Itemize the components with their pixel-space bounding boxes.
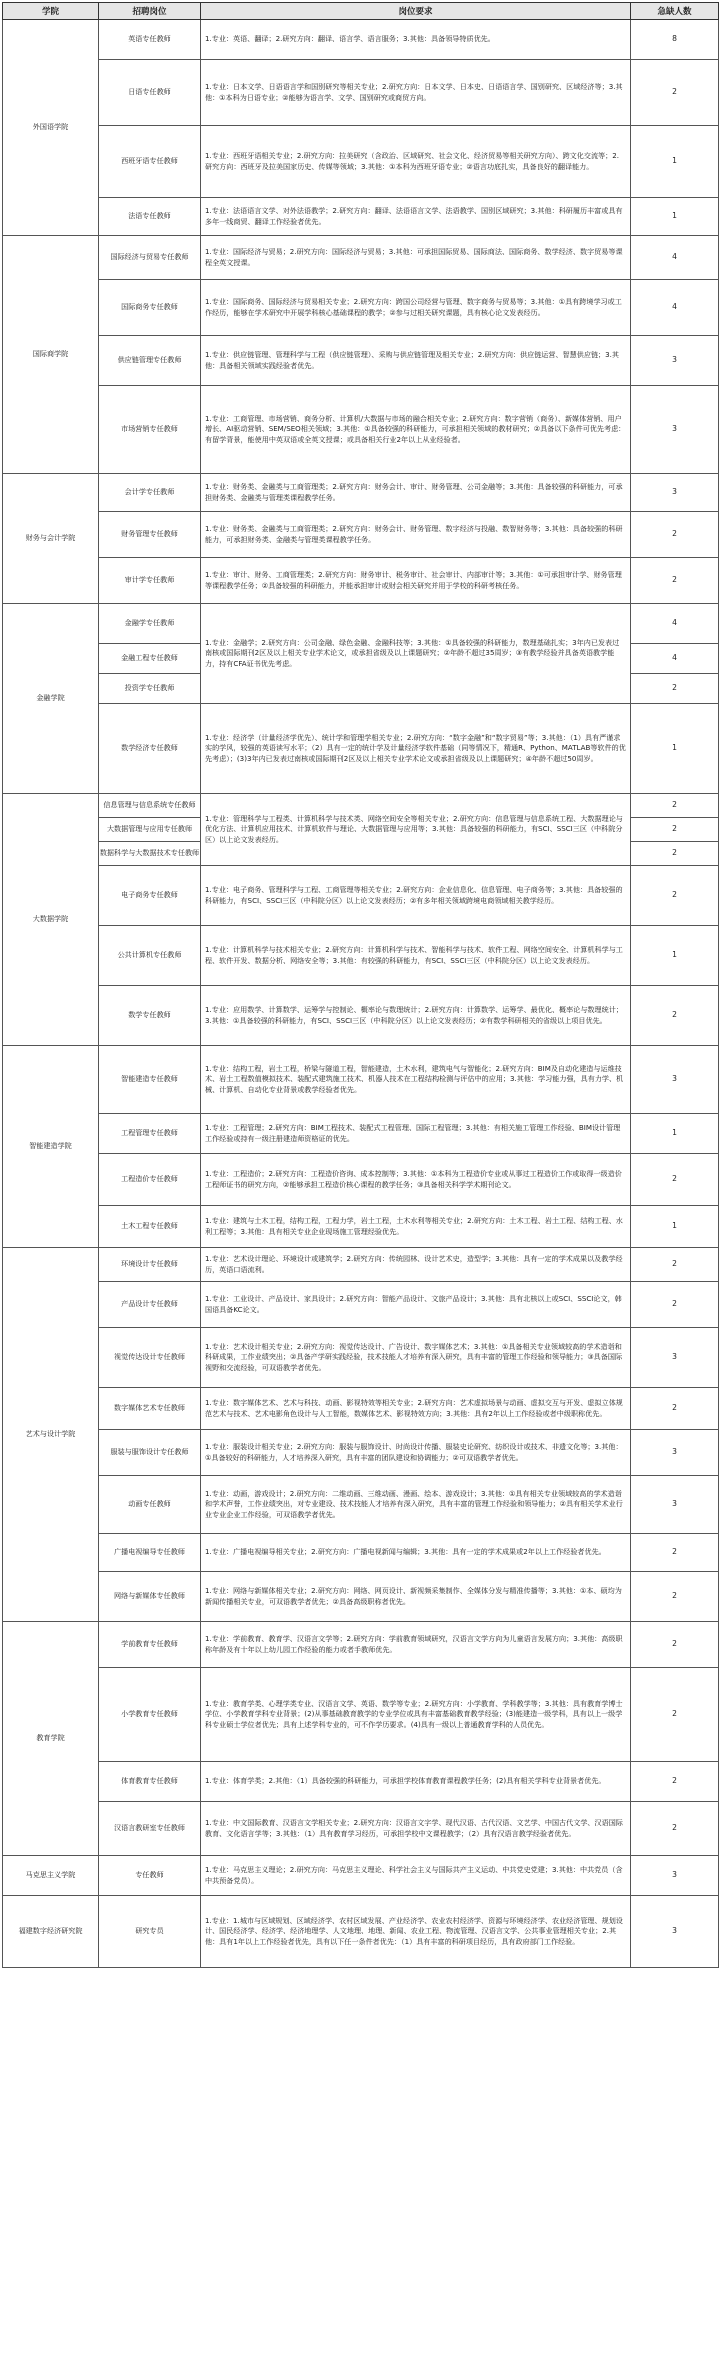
count-cell: 1 [631,198,719,236]
table-row [3,236,719,280]
count-cell: 3 [631,386,719,474]
recruitment-table-wrapper [2,2,718,1968]
count-cell: 1 [631,1206,719,1248]
table-row [3,1856,719,1896]
position-cell: 广播电视编导专任教师 [99,1534,201,1572]
table-row [3,60,719,126]
count-cell: 4 [631,604,719,644]
requirements-cell [201,1476,631,1534]
position-cell: 产品设计专任教师 [99,1282,201,1328]
table-row [3,1476,719,1534]
requirements-text: 1.专业：财务类、金融类与工商管理类；2.研究方向：财务会计、财务管理、数字经济与投融、数智财务等；3.其他：具备较强的科研能力，可承担财务类、金融类与管理类课程教学任务。 [205,524,623,544]
requirements-cell [201,1248,631,1282]
count-cell: 1 [631,704,719,794]
requirements-cell [201,1802,631,1856]
requirements-cell [201,926,631,986]
table-row [3,1388,719,1430]
position-cell: 国际经济与贸易专任教师 [99,236,201,280]
count-cell: 4 [631,280,719,336]
table-row [3,986,719,1046]
requirements-text: 1.专业：应用数学、计算数学、运筹学与控制论、概率论与数理统计；2.研究方向：计算数学、运筹学、最优化、概率论与数理统计；3.其他：①具备较强的科研能力，有SCI、SSCI三区（中科院分区）以上论文发表经历；②有数学科研相关的省级以上项目优先。 [205,1005,623,1025]
college-cell: 福建数字经济研究院 [3,1896,99,1968]
count-cell: 2 [631,1282,719,1328]
requirements-text: 1.专业：计算机科学与技术相关专业；2.研究方向：计算机科学与技术、智能科学与技术、软件工程、网络空间安全、计算机科学与工程、软件开发、数据分析、网络安全等；3.其他：有较强的科研能力，有SCI、SSCI三区（中科院分区）以上论文发表经历。 [205,945,623,965]
requirements-cell [201,1282,631,1328]
requirements-cell [201,236,631,280]
requirements-cell [201,1046,631,1114]
requirements-text: 1.专业：动画，游戏设计；2.研究方向：二维动画、三维动画、漫画、绘本、游戏设计；3.其他：①具有相关专业领域较高的学术造诣和学术声誉，工作业绩突出，对专业建设、技术技能人才培养有深入研究，具有丰富的管理工作经验和领导能力；②具有相关学术业行业专业企业工作经验，可双语教学者优先。 [205,1488,623,1519]
requirements-text: 1.专业：1.城市与区域规划、区域经济学、农村区域发展、产业经济学、农业农村经济学、资源与环境经济学、农业经济管理、规划设计、国民经济学、经济学、经济地理学、人文地理、地理、新闻、农业工程、物流管理、汉语言文学、公共事业管理相关专业；2.其他：具有1年以上工作经验者优先，具有以下任一条件者优先：（1）具有丰富的科研项目经历，具有政府部门工作经验。 [205,1915,623,1946]
requirements-cell [201,512,631,558]
college-cell: 智能建造学院 [3,1046,99,1248]
position-cell: 市场营销专任教师 [99,386,201,474]
count-cell: 3 [631,336,719,386]
table-row [3,1802,719,1856]
requirements-text: 1.专业：工程造价；2.研究方向：工程造价咨询、成本控制等；3.其他：①本科为工程造价专业或从事过工程造价工作或取得一级造价工程师证书的研究方向，②能够承担工程造价核心课程的教学任务；③具备相关科学学术期刊论文。 [205,1169,622,1189]
position-cell: 会计学专任教师 [99,474,201,512]
college-cell: 马克思主义学院 [3,1856,99,1896]
count-cell: 2 [631,986,719,1046]
position-cell: 金融学专任教师 [99,604,201,644]
requirements-text: 1.专业：广播电视编导相关专业；2.研究方向：广播电视新闻与编辑；3.其他：具有一定的学术成果或2年以上工作经验者优先。 [205,1547,606,1557]
table-row [3,1572,719,1622]
table-row [3,1046,719,1114]
position-cell: 数学经济专任教师 [99,704,201,794]
count-cell: 2 [631,818,719,842]
count-cell: 3 [631,1328,719,1388]
position-cell: 金融工程专任教师 [99,644,201,674]
count-cell: 2 [631,1248,719,1282]
college-cell: 外国语学院 [3,20,99,236]
position-cell: 英语专任教师 [99,20,201,60]
table-body [3,20,719,1968]
count-cell: 1 [631,1114,719,1154]
requirements-text: 1.专业：学前教育、教育学、汉语言文学等；2.研究方向：学前教育领域研究，汉语言文学方向为儿童语言发展方向；3.其他：高级职称年龄及有十年以上幼儿园工作经验的能力或者手教师优先。 [205,1634,623,1654]
count-cell: 3 [631,1430,719,1476]
requirements-cell [201,1572,631,1622]
table-row [3,1328,719,1388]
table-row [3,1248,719,1282]
requirements-text: 1.专业：西班牙语相关专业；2.研究方向：拉美研究（含政治、区域研究、社会文化、经济贸易等相关研究方向）、跨文化交流等；2.研究方向：西班牙及拉美国家历史、传媒等领域；3.其他：①本科为西班牙语专业；②语言功底扎实，具备良好的翻译能力。 [205,151,620,171]
position-cell: 视觉传达设计专任教师 [99,1328,201,1388]
table-header-row [3,3,719,20]
table-row [3,704,719,794]
position-cell: 电子商务专任教师 [99,866,201,926]
requirements-text: 1.专业：法语语言文学、对外法语教学；2.研究方向：翻译、法语语言文学、法语教学、国别区域研究；3.其他：科研履历丰富或具有多年一线商贸、翻译工作经验者优先。 [205,206,623,226]
position-cell: 小学教育专任教师 [99,1668,201,1762]
count-cell: 2 [631,1622,719,1668]
table-row [3,20,719,60]
count-cell: 4 [631,236,719,280]
count-cell: 2 [631,1572,719,1622]
header-college: 学院 [3,3,99,20]
table-row [3,1622,719,1668]
table-row [3,512,719,558]
requirements-cell [201,198,631,236]
count-cell: 2 [631,60,719,126]
requirements-cell [201,986,631,1046]
recruitment-table [2,2,719,1968]
count-cell: 8 [631,20,719,60]
position-cell: 公共计算机专任教师 [99,926,201,986]
requirements-cell [201,1856,631,1896]
position-cell: 体育教育专任教师 [99,1762,201,1802]
requirements-text: 1.专业：财务类、金融类与工商管理类；2.研究方向：财务会计、审计、财务管理、公司金融等；3.其他：具备较强的科研能力，可承担财务类、金融类与管理类课程教学任务。 [205,482,623,502]
table-row [3,1668,719,1762]
position-cell: 大数据管理与应用专任教师 [99,818,201,842]
requirements-text: 1.专业：网络与新媒体相关专业；2.研究方向：网络、网页设计、新视频采集制作、全媒体分发与精准传播等；3.其他：①本、硕均为新闻传播相关专业，可双语教学者优先；②具备高级职称者优先。 [205,1586,622,1606]
requirements-text: 1.专业：服装设计相关专业；2.研究方向：服装与服饰设计、时尚设计传播、服装史论研究、纺织设计或技术、非遗文化等；3.其他：①具备较好的科研能力，人才培养深入研究，具有丰富的团队建设和协调能力；②可双语教学者优先。 [205,1442,623,1462]
count-cell: 4 [631,644,719,674]
requirements-text: 1.专业：电子商务、管理科学与工程、工商管理等相关专业；2.研究方向：企业信息化、信息管理、电子商务等；3.其他：具备较强的科研能力，有SCI、SSCI三区（中科院分区）以上论文发表经历；②有多年相关领域跨境电商领域相关教学经历。 [205,885,623,905]
count-cell: 2 [631,1154,719,1206]
count-cell: 3 [631,1476,719,1534]
requirements-cell [201,126,631,198]
requirements-cell [201,336,631,386]
requirements-cell [201,1206,631,1248]
count-cell: 3 [631,1856,719,1896]
college-cell: 大数据学院 [3,794,99,1046]
position-cell: 汉语言教研室专任教师 [99,1802,201,1856]
position-cell: 信息管理与信息系统专任教师 [99,794,201,818]
table-row [3,474,719,512]
table-row [3,926,719,986]
position-cell: 土木工程专任教师 [99,1206,201,1248]
count-cell: 3 [631,474,719,512]
requirements-cell [201,1154,631,1206]
table-row [3,866,719,926]
requirements-cell [201,1388,631,1430]
position-cell: 网络与新媒体专任教师 [99,1572,201,1622]
header-requirements: 岗位要求 [201,3,631,20]
position-cell: 服装与服饰设计专任教师 [99,1430,201,1476]
position-cell: 国际商务专任教师 [99,280,201,336]
position-cell: 动画专任教师 [99,1476,201,1534]
requirements-cell [201,1622,631,1668]
position-cell: 环境设计专任教师 [99,1248,201,1282]
requirements-text: 1.专业：体育学类；2.其他：（1）具备较强的科研能力，可承担学校体育教育课程教学任务；(2)具有相关学科专业背景者优先。 [205,1776,606,1786]
table-row [3,1762,719,1802]
count-cell: 2 [631,1762,719,1802]
table-row [3,1282,719,1328]
table-row [3,198,719,236]
requirements-cell [201,60,631,126]
count-cell: 1 [631,926,719,986]
requirements-text: 1.专业：英语、翻译；2.研究方向：翻译、语言学、语言服务；3.其他：具备领导特质优先。 [205,34,495,44]
requirements-text: 1.专业：审计、财务、工商管理类；2.研究方向：财务审计、税务审计、社会审计、内部审计等；3.其他：①可承担审计学、财务管理等课程教学任务；②具备较强的科研能力，并能承担审计或财会相关研究并用于学校的科研考核任务。 [205,570,622,590]
table-row [3,280,719,336]
requirements-cell [201,474,631,512]
count-cell: 2 [631,512,719,558]
position-cell: 学前教育专任教师 [99,1622,201,1668]
position-cell: 专任教师 [99,1856,201,1896]
count-cell: 2 [631,1668,719,1762]
requirements-text: 1.专业：结构工程，岩土工程，桥梁与隧道工程，智能建造，土木水利，建筑电气与智能化；2.研究方向：BIM及自动化建造与运维技术、岩土工程数值模拟技术、装配式建筑施工技术、机器人技术在工程结构检测与评估中的应用；3.其他：学习能力强，具有力学、机械、计算机、自动化专业背景或教学经验者优先。 [205,1063,624,1094]
count-cell: 2 [631,842,719,866]
requirements-cell [201,20,631,60]
college-cell: 金融学院 [3,604,99,794]
position-cell: 数学专任教师 [99,986,201,1046]
requirements-text: 1.专业：工程管理；2.研究方向：BIM工程技术、装配式工程管理、国际工程管理；3.其他：有相关施工管理工作经验、BIM设计管理工作经验或持有一级注册建造师资格证的优先。 [205,1123,621,1143]
header-count: 急缺人数 [631,3,719,20]
position-cell: 工程管理专任教师 [99,1114,201,1154]
position-cell: 西班牙语专任教师 [99,126,201,198]
college-cell: 教育学院 [3,1622,99,1856]
requirements-cell [201,1762,631,1802]
count-cell: 2 [631,866,719,926]
count-cell: 3 [631,1896,719,1968]
position-cell: 工程造价专任教师 [99,1154,201,1206]
position-cell: 审计学专任教师 [99,558,201,604]
count-cell: 2 [631,1388,719,1430]
requirements-text: 1.专业：马克思主义理论；2.研究方向：马克思主义理论、科学社会主义与国际共产主义运动、中共党史党建；3.其他：中共党员（含中共预备党员）。 [205,1865,623,1885]
position-cell: 供应链管理专任教师 [99,336,201,386]
table-row [3,126,719,198]
requirements-cell [201,1430,631,1476]
requirements-cell [201,794,631,866]
requirements-text: 1.专业：供应链管理、管理科学与工程（供应链管理）、采购与供应链管理及相关专业；2.研究方向：供应链运营、智慧供应链；3.其他：具备相关领域实践经验者优先。 [205,350,620,370]
requirements-cell [201,1114,631,1154]
position-cell: 智能建造专任教师 [99,1046,201,1114]
requirements-cell [201,1534,631,1572]
requirements-text: 1.专业：国际经济与贸易；2.研究方向：国际经济与贸易；3.其他：可承担国际贸易、国际商法、国际商务、数学经济、数字贸易等课程全英文授课。 [205,247,623,267]
requirements-text: 1.专业：艺术设计理论、环境设计或建筑学；2.研究方向：传统园林、设计艺术史，造型学；3.其他：具有一定的学术成果以及教学经历，英语口语流利。 [205,1254,623,1274]
requirements-cell [201,604,631,704]
college-cell: 国际商学院 [3,236,99,474]
requirements-text: 1.专业：工业设计、产品设计、家具设计；2.研究方向：智能产品设计、文旅产品设计；3.其他：具有北核以上或SCI、SSCI论文，韩国语具备KC论文。 [205,1294,622,1314]
count-cell: 1 [631,126,719,198]
requirements-text: 1.专业：国际商务、国际经济与贸易相关专业；2.研究方向：跨国公司经营与管理、数字商务与贸易等；3.其他：①具有跨境学习或工作经历，能够在学术研究中开展学科核心基础课程的教学；②参与过相关研究课题，具有核心论文发表经历。 [205,297,622,317]
position-cell: 法语专任教师 [99,198,201,236]
requirements-text: 1.专业：日本文学、日语语言学和国别研究等相关专业；2.研究方向：日本文学、日本史、日语语言学、国别研究、区域经济等；3.其他：①本科为日语专业；②能够为语言学、文学、国别研究或商贸方向。 [205,82,623,102]
requirements-cell [201,704,631,794]
count-cell: 2 [631,794,719,818]
requirements-text: 1.专业：金融学；2.研究方向：公司金融、绿色金融、金融科技等；3.其他：①具备较强的科研能力，数理基础扎实；3年内已发表过南核或国际期刊2区及以上相关专业学术论文，或承担省级及以上课题研究；②年龄不超过35周岁；③有教学经验并具备英语教学能力，持有CFA证书优先考虑。 [205,637,620,668]
table-row [3,386,719,474]
count-cell: 2 [631,674,719,704]
requirements-text: 1.专业：中文国际教育、汉语言文学相关专业；2.研究方向：汉语言文字学、现代汉语、古代汉语、文艺学、中国古代文学、汉语国际教育、文化语言学等；3.其他：（1）具有教育学习经历，可承担学校中文课程教学；（2）具有汉语言教学经验者优先。 [205,1818,623,1838]
table-row [3,604,719,644]
table-row [3,1896,719,1968]
table-row [3,1206,719,1248]
requirements-text: 1.专业：数字媒体艺术、艺术与科技、动画、影视特效等相关专业；2.研究方向：艺术虚拟场景与动画、虚拟交互与开发、虚拟立体规范艺术与技术、艺术电影角色设计与人工智能，数媒体艺术、影视特效方向；3.其他：具有2年以上工作经验或者中级职称优先。 [205,1398,623,1418]
requirements-text: 1.专业：教育学类、心理学类专业、汉语言文学、英语、数学等专业；2.研究方向：小学教育、学科教学等；3.其他：具有教育学博士学位、小学教育学科专业背景；(2)从事基础教育教学的专业学位或具有丰富基础教育教学经验；(3)能建造一级学科，具有以上一级学科专业硕士学位者优先；具有上述学科专业的，可不作学历要求。(4)具有一级以上普通教育学科的人员优先。 [205,1698,623,1729]
requirements-text: 1.专业：经济学（计量经济学优先）、统计学和管理学相关专业；2.研究方向：“数字金融”和“数字贸易”等；3.其他：（1）具有严谨求实的学风，较强的英语读写水平；（2）具有一定的统计学及计量经济学软件基础（同等情况下，精通R、Python、MATLAB等软件的优先考虑）；(3)3年内已发表过南核或国际期刊2区及以上相关专业学术论文或承担省级及以上课题研究；④年龄不超过50周岁。 [205,732,626,763]
requirements-cell [201,1896,631,1968]
position-cell: 日语专任教师 [99,60,201,126]
college-cell: 艺术与设计学院 [3,1248,99,1622]
table-row [3,1114,719,1154]
requirements-text: 1.专业：建筑与土木工程，结构工程，工程力学，岩土工程，土木水利等相关专业；2.研究方向：土木工程、岩土工程、结构工程、水利工程等；3.其他：具有相关专业企业现场施工管理经验优先。 [205,1216,623,1236]
requirements-cell [201,866,631,926]
requirements-cell [201,1668,631,1762]
college-cell: 财务与会计学院 [3,474,99,604]
position-cell: 研究专员 [99,1896,201,1968]
table-row [3,1534,719,1572]
table-row [3,1154,719,1206]
requirements-text: 1.专业：管理科学与工程类、计算机科学与技术类、网络空间安全等相关专业；2.研究方向：信息管理与信息系统工程、大数据理论与优化方法、计算机应用技术、计算机软件与理论、大数据管理与应用等；3.其他：具备较强的科研能力，有SCI、SSCI三区（中科院分区）以上论文发表经历。 [205,813,623,844]
position-cell: 投资学专任教师 [99,674,201,704]
position-cell: 财务管理专任教师 [99,512,201,558]
position-cell: 数据科学与大数据技术专任教师 [99,842,201,866]
requirements-cell [201,386,631,474]
count-cell: 2 [631,558,719,604]
table-row [3,1430,719,1476]
count-cell: 3 [631,1046,719,1114]
requirements-cell [201,1328,631,1388]
table-row [3,794,719,818]
requirements-cell [201,558,631,604]
header-position: 招聘岗位 [99,3,201,20]
requirements-text: 1.专业：工商管理、市场营销、商务分析、计算机/大数据与市场的融合相关专业；2.研究方向：数字营销（商务）、新媒体营销、用户增长、AI驱动营销、SEM/SEO相关领域；3.其他：①具备较强的科研能力，可承担相关领域的教材研究；②具备以下条件可优先考虑：有留学背景，能使用中英双语或全英文授课；或具备相关行业2年以上从业经验者。 [205,413,626,444]
count-cell: 2 [631,1802,719,1856]
requirements-text: 1.专业：艺术设计相关专业；2.研究方向：视觉传达设计、广告设计、数字媒体艺术；3.其他：①具备相关专业领域较高的学术造诣和科研成果，工作业绩突出；②具备产学研实践经验，技术技能人才培养有深入研究，具有丰富的管理工作经验和领导能力；③具备国际视野和交流经验，可双语教学者优先。 [205,1341,623,1372]
position-cell: 数字媒体艺术专任教师 [99,1388,201,1430]
table-row [3,336,719,386]
count-cell: 2 [631,1534,719,1572]
requirements-cell [201,280,631,336]
table-row [3,558,719,604]
